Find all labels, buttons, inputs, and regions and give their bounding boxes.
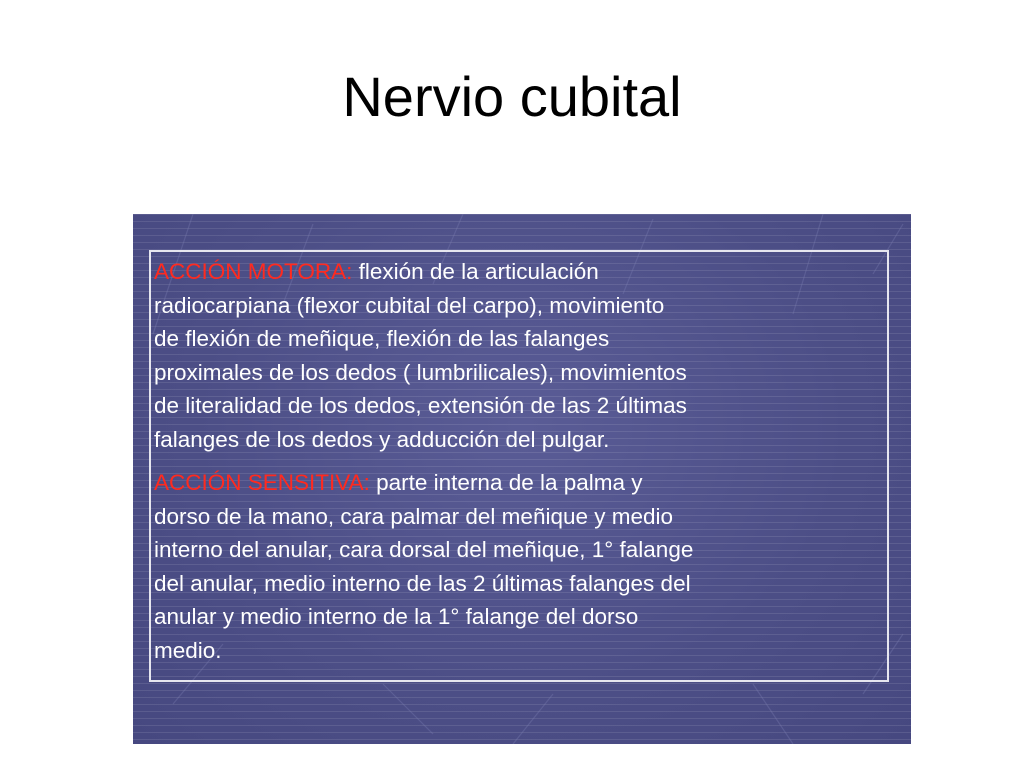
sensory-line: anular y medio interno de la 1° falange del dorso: [154, 604, 639, 629]
sensory-line: interno del anular, cara dorsal del meñique, 1° falange: [154, 537, 694, 562]
motor-line: de literalidad de los dedos, extensión de las 2 últimas: [154, 393, 687, 418]
sensory-heading: ACCIÓN SENSITIVA:: [154, 470, 370, 495]
content-panel: [133, 214, 911, 744]
motor-heading: ACCIÓN MOTORA:: [154, 259, 353, 284]
motor-line: falanges de los dedos y adducción del pulgar.: [154, 426, 610, 452]
motor-paragraph: [154, 255, 894, 456]
motor-line: flexión de la articulación: [352, 259, 599, 284]
slide-title: Nervio cubital: [342, 65, 682, 128]
motor-line: de flexión de meñique, flexión de las falanges: [154, 326, 610, 351]
sensory-line: dorso de la mano, cara palmar del meñique y medio: [154, 503, 674, 529]
sensory-paragraph: [154, 466, 894, 667]
motor-line: proximales de los dedos ( lumbrilicales), movimientos: [154, 359, 687, 385]
text-body: [154, 255, 894, 677]
motor-line: radiocarpiana (flexor cubital del carpo), movimiento: [154, 292, 665, 318]
sensory-line: del anular, medio interno de las 2 últimas falanges del: [154, 570, 691, 596]
sensory-line: parte interna de la palma y: [369, 470, 643, 495]
sensory-line: medio.: [154, 637, 222, 663]
